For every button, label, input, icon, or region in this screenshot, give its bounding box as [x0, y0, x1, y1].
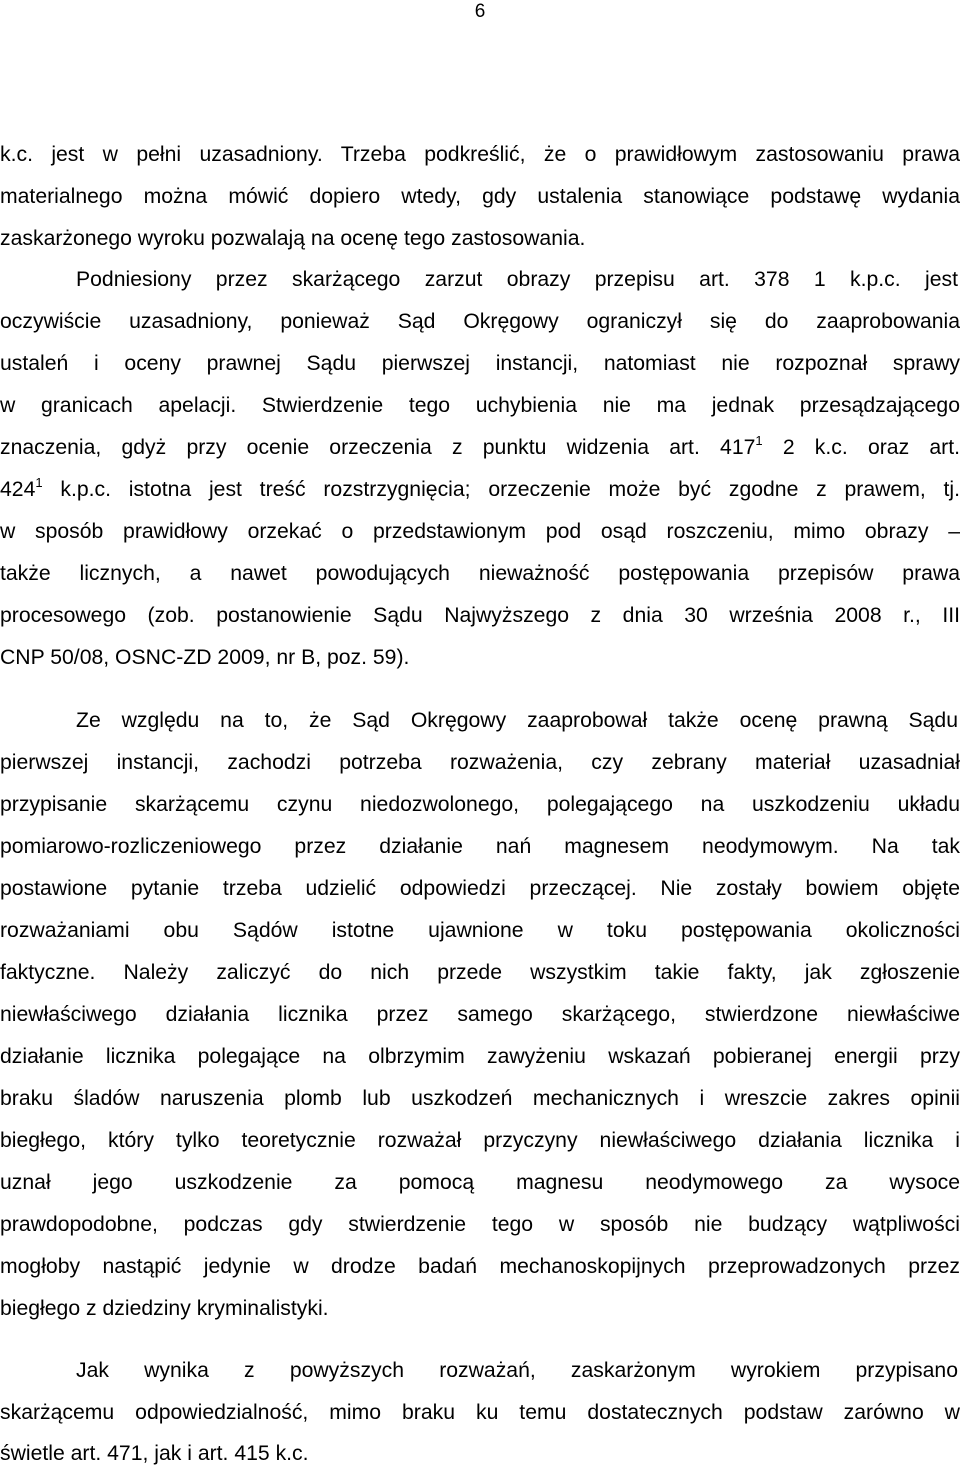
text-line: mogłoby nastąpić jedynie w drodze badań mechanoskopijnych przeprowadzonych przez [0, 1255, 960, 1278]
text-line: pomiarowo-rozliczeniowego przez działanie nań magnesem neodymowym. Na tak [0, 835, 960, 858]
text-line: biegłego, który tylko teoretycznie rozważał przyczyny niewłaściwego działania licznika i [0, 1129, 960, 1152]
text-line: faktyczne. Należy zaliczyć do nich przede wszystkim takie fakty, jak zgłoszenie [0, 961, 960, 984]
text-line: Podniesiony przez skarżącego zarzut obrazy przepisu art. 378 1 k.p.c. jest [76, 268, 958, 291]
text-line: w granicach apelacji. Stwierdzenie tego uchybienia nie ma jednak przesądzającego [0, 394, 960, 417]
text-line: skarżącemu odpowiedzialność, mimo braku ku temu dostatecznych podstaw zarówno w [0, 1401, 960, 1424]
superscript: 1 [35, 475, 43, 490]
text-line: oczywiście uzasadniony, ponieważ Sąd Okręgowy ograniczył się do zaaprobowania [0, 310, 960, 333]
text-line: CNP 50/08, OSNC-ZD 2009, nr B, poz. 59). [0, 646, 410, 669]
text-line: przypisanie skarżącemu czynu niedozwolonego, polegającego na uszkodzeniu układu [0, 793, 960, 816]
text-line: materialnego można mówić dopiero wtedy, gdy ustalenia stanowiące podstawę wydania [0, 185, 960, 208]
text-line: prawdopodobne, podczas gdy stwierdzenie tego w sposób nie budzący wątpliwości [0, 1213, 960, 1236]
text-line: procesowego (zob. postanowienie Sądu Najwyższego z dnia 30 września 2008 r., III [0, 604, 960, 627]
text-line: świetle art. 471, jak i art. 415 k.c. [0, 1442, 309, 1465]
text-line: Ze względu na to, że Sąd Okręgowy zaaprobował także ocenę prawną Sądu [76, 709, 958, 732]
text-line: ustaleń i oceny prawnej Sądu pierwszej instancji, natomiast nie rozpoznał sprawy [0, 352, 960, 375]
text-line: k.c. jest w pełni uzasadniony. Trzeba podkreślić, że o prawidłowym zastosowaniu prawa [0, 143, 960, 166]
text-line: postawione pytanie trzeba udzielić odpowiedzi przeczącej. Nie zostały bowiem objęte [0, 877, 960, 900]
page-number: 6 [474, 1, 486, 22]
text-line: pierwszej instancji, zachodzi potrzeba rozważenia, czy zebrany materiał uzasadniał [0, 751, 960, 774]
text-segment: 2 k.c. oraz art. [762, 436, 960, 459]
text-line: biegłego z dziedziny kryminalistyki. [0, 1297, 329, 1320]
text-line: w sposób prawidłowy orzekać o przedstawionym pod osąd roszczeniu, mimo obrazy – [0, 520, 960, 543]
text-line [0, 475, 960, 505]
superscript: 1 [755, 433, 763, 448]
text-segment: znaczenia, gdyż przy ocenie orzeczenia z punktu widzenia art. 417 [0, 436, 756, 459]
text-line: zaskarżonego wyroku pozwalają na ocenę tego zastosowania. [0, 227, 586, 250]
text-line: działanie licznika polegające na olbrzymim zawyżeniu wskazań pobieranej energii przy [0, 1045, 960, 1068]
text-line: niewłaściwego działania licznika przez samego skarżącego, stwierdzone niewłaściwe [0, 1003, 960, 1026]
text-line: Jak wynika z powyższych rozważań, zaskarżonym wyrokiem przypisano [76, 1359, 958, 1382]
text-line: także licznych, a nawet powodujących nieważność postępowania przepisów prawa [0, 562, 960, 585]
text-line [0, 433, 960, 463]
text-line: rozważaniami obu Sądów istotne ujawnione w toku postępowania okoliczności [0, 919, 960, 942]
text-line: braku śladów naruszenia plomb lub uszkodzeń mechanicznych i wreszcie zakres opinii [0, 1087, 960, 1110]
text-line: uznał jego uszkodzenie za pomocą magnesu neodymowego za wysoce [0, 1171, 960, 1194]
text-segment: 424 [0, 478, 36, 501]
text-segment: k.p.c. istotna jest treść rozstrzygnięcia; orzeczenie może być zgodne z prawem, tj. [42, 478, 960, 501]
